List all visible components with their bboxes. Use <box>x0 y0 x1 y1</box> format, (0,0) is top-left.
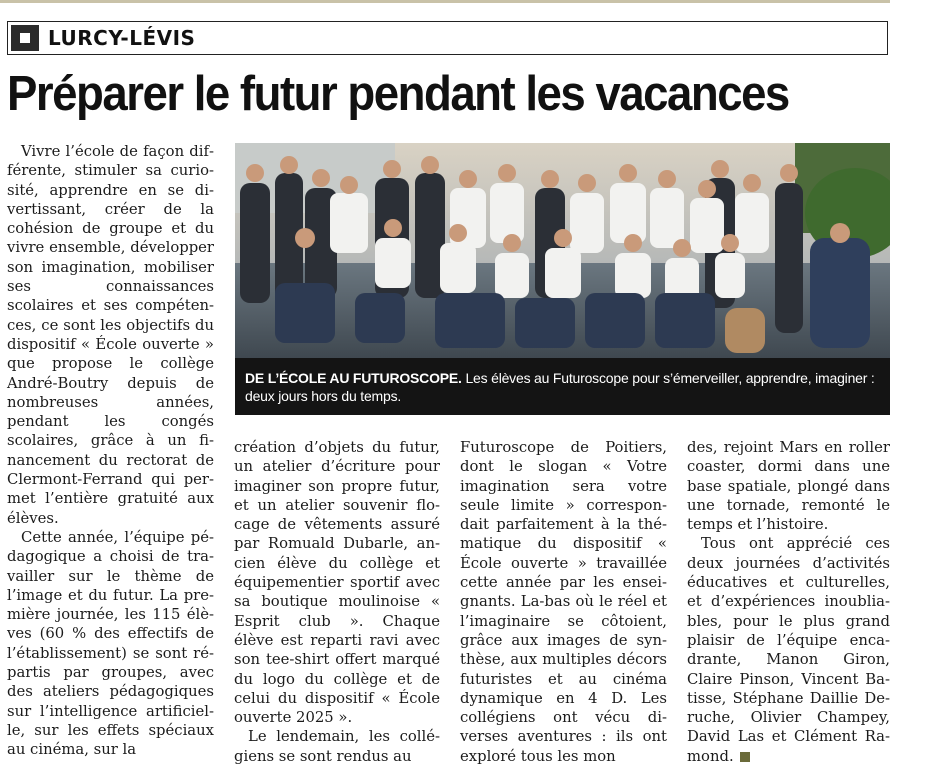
paragraph: création d’objets du futur, un atelier d’écriture pour imaginer son propre futur, et un atelier souvenir flocage de vêtements assuré par Romuald Dubarle, ancien élève du collège et équipementier sportif avec sa boutique moulinoise « Esprit club ». Chaque élève est reparti ravi avec son tee-shirt offert marqué du logo du collège et de celui du dispositif « École ouverte 2025 ». <box>234 439 440 727</box>
kicker-square-icon <box>11 25 39 51</box>
caption-title: DE L’ÉCOLE AU FUTUROSCOPE. <box>245 370 462 386</box>
paragraph: Futuroscope de Poitiers, dont le slogan « Votre imagination sera votre seule limite » correspondait parfaitement à la thématique du dispositif « École ouverte » travaillée cette année par les enseignants. La-bas où le réel et l’imaginaire se côtoient, grâce aux images de synthèse, aux multiples décors futuristes et au cinéma dynamique en 4 D. Les collégiens ont vécu diverses aventures : ils ont exploré tous les mon <box>460 439 667 765</box>
paragraph-final <box>687 534 890 766</box>
article-column-2 <box>234 438 440 766</box>
photo-illustration <box>235 143 890 358</box>
article-column-4 <box>687 438 890 766</box>
headline: Préparer le futur pendant les vacances <box>7 67 789 121</box>
end-mark-icon <box>740 752 750 762</box>
paragraph: Cette année, l’équipe pédagogique a choisi de travailler sur le thème de l’image et du futur. La première journée, les 115 élèves (60 % des effectifs de l’établissement) se sont répartis par groupes, avec des ateliers pédagogiques sur l’intelligence artificielle, sur les effets spéciaux au cinéma, sur la <box>7 528 214 759</box>
top-rule <box>0 0 890 3</box>
section-kicker <box>7 21 888 55</box>
photo-caption <box>235 358 890 415</box>
article-column-1 <box>7 142 214 760</box>
paragraph-text: Tous ont apprécié ces deux journées d’activités éducatives et culturelles, et d’expériences inoubliables, pour le plus grand plaisir de l’équipe encadrante, Manon Giron, Claire Pinson, Vincent Batisse, Stéphane Daillie Deruche, Olivier Champey, David Las et Clément Ramond. <box>687 535 890 765</box>
paragraph: Le lendemain, les collégiens se sont rendus au <box>234 728 440 765</box>
group-photo <box>235 143 890 358</box>
kicker-label: LURCY-LÉVIS <box>48 26 196 50</box>
paragraph: Vivre l’école de façon différente, stimuler sa curiosité, apprendre en se divertissant, créer de la cohésion de groupe et du vivre ensemble, développer son imagination, mobiliser ses connaissances scolaires et ses compétences, ce sont les objectifs du dispositif « École ouverte » que propose le collège André-Boutry depuis de nombreuses années, pendant les congés scolaires, grâce à un financement du rectorat de Clermont-Ferrand qui permet l’entière gratuité aux élèves. <box>7 143 214 527</box>
article-column-3 <box>460 438 667 766</box>
caption-text: Les élèves au Futuroscope pour s’émerveiller, apprendre, imaginer : deux jours hors du temps. <box>245 370 875 404</box>
paragraph: des, rejoint Mars en roller coaster, dormi dans une base spatiale, plongé dans une tornade, remonté le temps et l’histoire. <box>687 439 890 534</box>
